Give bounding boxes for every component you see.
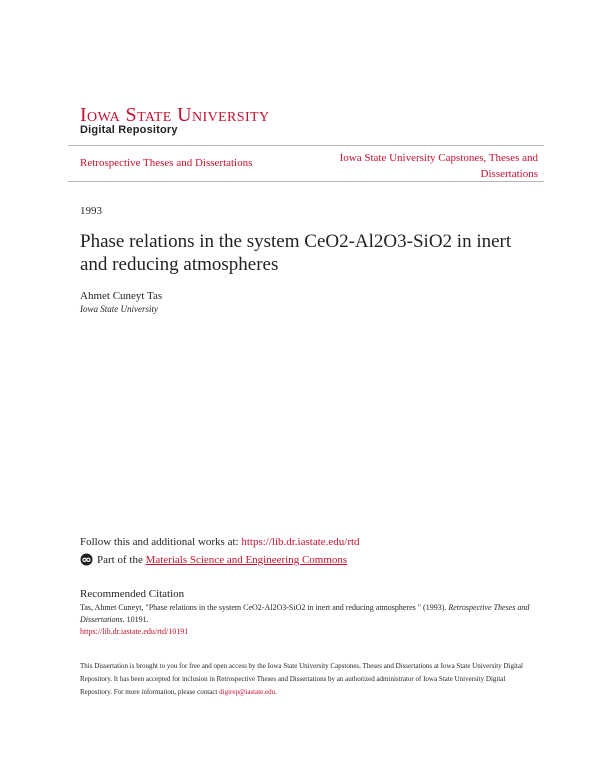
university-logo-wordmark: Iowa State University xyxy=(80,104,270,126)
part-of-line xyxy=(80,553,347,566)
author-affiliation: Iowa State University xyxy=(80,304,158,314)
follow-prefix: Follow this and additional works at: xyxy=(80,536,242,548)
materials-science-commons-link[interactable]: Materials Science and Engineering Commons xyxy=(145,553,348,566)
repository-wordmark: Digital Repository xyxy=(80,124,178,136)
part-of-prefix: Part of the xyxy=(97,553,143,566)
access-statement-text: This Dissertation is brought to you for free and open access by the Iowa State University Capstones, Theses and Dissertations at Iowa State University Digital Repository. It has been accepted for inclusion in Retrospective Theses and Dissertations by an authorized administrator of Iowa State University Digital Repository. For more information, please contact xyxy=(80,662,523,696)
citation-body xyxy=(80,602,530,638)
publication-year: 1993 xyxy=(80,205,102,217)
rtd-collection-link[interactable]: https://lib.dr.iastate.edu/rtd xyxy=(241,536,360,548)
citation-text: Tas, Ahmet Cuneyt, "Phase relations in the system CeO2-Al2O3-SiO2 in inert and reducing atmospheres " (1993). xyxy=(80,603,449,612)
author-name: Ahmet Cuneyt Tas xyxy=(80,290,163,302)
document-title: Phase relations in the system CeO2-Al2O3-SiO2 in inert and reducing atmospheres xyxy=(80,231,512,275)
access-statement xyxy=(80,660,530,699)
contact-email-link[interactable]: digirep@iastate.edu xyxy=(219,688,276,696)
capstones-theses-link[interactable]: Iowa State University Capstones, Theses and Dissertations xyxy=(339,152,538,180)
citation-url-link[interactable]: https://lib.dr.iastate.edu/rtd/10191 xyxy=(80,627,189,636)
commons-network-icon xyxy=(80,553,93,566)
recommended-citation-heading: Recommended Citation xyxy=(80,588,185,600)
follow-line xyxy=(80,536,360,548)
access-statement-end: . xyxy=(275,688,277,696)
retrospective-theses-link[interactable]: Retrospective Theses and Dissertations xyxy=(80,157,253,169)
header-top-rule xyxy=(68,145,544,146)
citation-series: Retrospective Theses and Dissertations xyxy=(80,603,530,624)
citation-number: . 10191. xyxy=(122,615,149,624)
